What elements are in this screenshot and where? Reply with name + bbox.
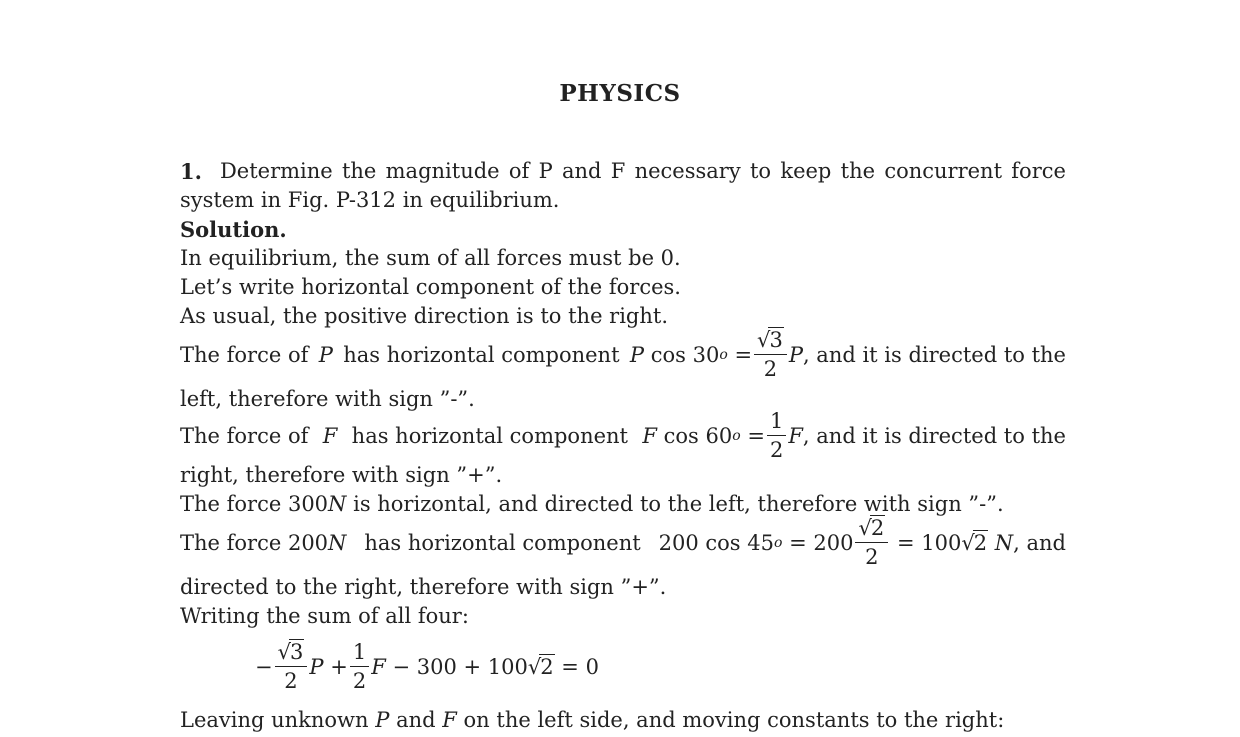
f-fraction	[767, 411, 786, 461]
problem-statement-1: Determine the magnitude of P and F necessary to keep the concurrent force	[219, 159, 1066, 183]
solution-intro-2: Let’s write horizontal component of the forces.	[180, 275, 681, 299]
p-trig: cos	[650, 342, 686, 367]
eq-tail-2: = 0	[561, 654, 599, 679]
f-force-mid: has horizontal component	[351, 423, 628, 448]
eq-var-p: P	[309, 654, 324, 679]
p-expr-var: P	[629, 342, 645, 367]
f-frac-num: 1	[767, 411, 786, 436]
force-200-mid: has horizontal component	[364, 530, 641, 555]
eq-var-f: F	[371, 654, 386, 679]
problem-text-1	[180, 161, 1066, 182]
eq-frac1-den: 2	[284, 669, 298, 693]
f-rest: , and it is directed to the	[802, 423, 1066, 448]
solution-intro-1: In equilibrium, the sum of all forces must be 0.	[180, 246, 681, 270]
force-200-line	[180, 518, 1066, 568]
f-trig: cos	[663, 423, 699, 448]
force-300-before: The force 300	[180, 492, 329, 516]
force-300-rest: is horizontal, and directed to the left, therefore with sign ”-”.	[346, 492, 1004, 516]
equation-body: − $\frac{√3}{2}$ P + $\frac{1}{2}$ F − 300 + 100 √2 = 0	[255, 640, 599, 693]
f-deg: o	[732, 428, 741, 444]
force-200-rest: , and	[1013, 530, 1066, 555]
p-deg: o	[719, 347, 728, 363]
p-force-var: P	[318, 342, 333, 367]
solution-intro-3: As usual, the positive direction is to the right.	[180, 304, 669, 328]
force-200-expression: 200 cos 45 o = 200 $\frac{√2}{2}$ = 100 √2 N , and	[658, 516, 1066, 569]
p-fraction: $\frac{√3}{2}$	[754, 330, 787, 380]
force-200-frac-den: 2	[865, 545, 879, 569]
force-200-unit: N	[328, 530, 347, 555]
force-200-coef: 200	[813, 530, 854, 555]
eq-frac2-den: 2	[352, 669, 367, 693]
p-force-expression	[630, 330, 1066, 380]
last-line	[180, 710, 1004, 731]
eq-fraction-1: $\frac{√3}{2}$	[275, 642, 308, 692]
p-frac-num: 3	[769, 328, 783, 352]
sum-label: Writing the sum of all four:	[180, 604, 469, 628]
p-frac-den: 2	[763, 357, 778, 381]
f-angle: 60	[705, 423, 733, 448]
p-force-before: The force of	[180, 342, 309, 367]
eq-tail-1: − 300 + 100	[392, 654, 528, 679]
problem-statement-2: system in Fig. P-312 in equilibrium.	[180, 188, 560, 212]
force-300-line	[180, 494, 1004, 515]
last-b: and	[396, 708, 436, 732]
eq-plus: +	[330, 654, 348, 679]
f-eq: =	[747, 423, 765, 448]
problem-number: 1.	[180, 159, 202, 184]
force-200-frac-num: 2	[870, 516, 885, 540]
p-force-line	[180, 330, 1066, 380]
force-200-eq2: =	[896, 530, 915, 555]
p-force-line-2: left, therefore with sign ”-”.	[180, 387, 475, 411]
force-300-unit: N	[328, 492, 347, 516]
force-200-result: 100	[921, 530, 962, 555]
force-200-before: The force 200	[180, 530, 329, 555]
force-200-line-2: directed to the right, therefore with sign ”+”.	[180, 575, 667, 599]
force-200-fraction: $\frac{√2}{2}$	[855, 518, 888, 568]
eq-root: 2	[540, 654, 554, 679]
last-c: on the left side, and moving constants to the right:	[463, 708, 1005, 732]
f-force-line-2: right, therefore with sign ”+”.	[180, 463, 503, 487]
page-title: PHYSICS	[559, 80, 681, 107]
f-force-line	[180, 411, 1066, 461]
eq-frac2-num: 1	[350, 642, 369, 667]
sum-equation	[255, 642, 599, 692]
p-after-var: P	[788, 342, 803, 367]
p-rest: , and it is directed to the	[802, 342, 1066, 367]
f-expr-var: F	[642, 423, 657, 448]
f-after-var: F	[788, 423, 803, 448]
last-f: F	[442, 708, 457, 732]
p-angle: 30	[692, 342, 720, 367]
solution-heading: Solution.	[180, 217, 287, 242]
f-force-before: The force of	[180, 423, 309, 448]
f-force-expression	[642, 411, 1066, 461]
force-200-unit-2: N	[994, 530, 1014, 555]
eq-fraction-2	[350, 642, 369, 692]
f-frac-den: 2	[769, 438, 784, 462]
force-200-expr: 200 cos 45	[658, 530, 774, 555]
force-200-deg: o	[773, 535, 783, 551]
p-force-mid: has horizontal component	[343, 342, 620, 367]
eq-frac1-num: 3	[290, 640, 304, 664]
force-200-root: 2	[973, 530, 988, 555]
f-force-var: F	[322, 423, 338, 448]
last-a: Leaving unknown	[180, 708, 369, 732]
force-200-eq1: =	[789, 530, 807, 555]
p-eq: =	[734, 342, 753, 367]
last-p: P	[375, 708, 390, 732]
force-200-start	[180, 530, 347, 555]
eq-minus: −	[255, 654, 273, 679]
problem-line-1	[180, 161, 1066, 182]
